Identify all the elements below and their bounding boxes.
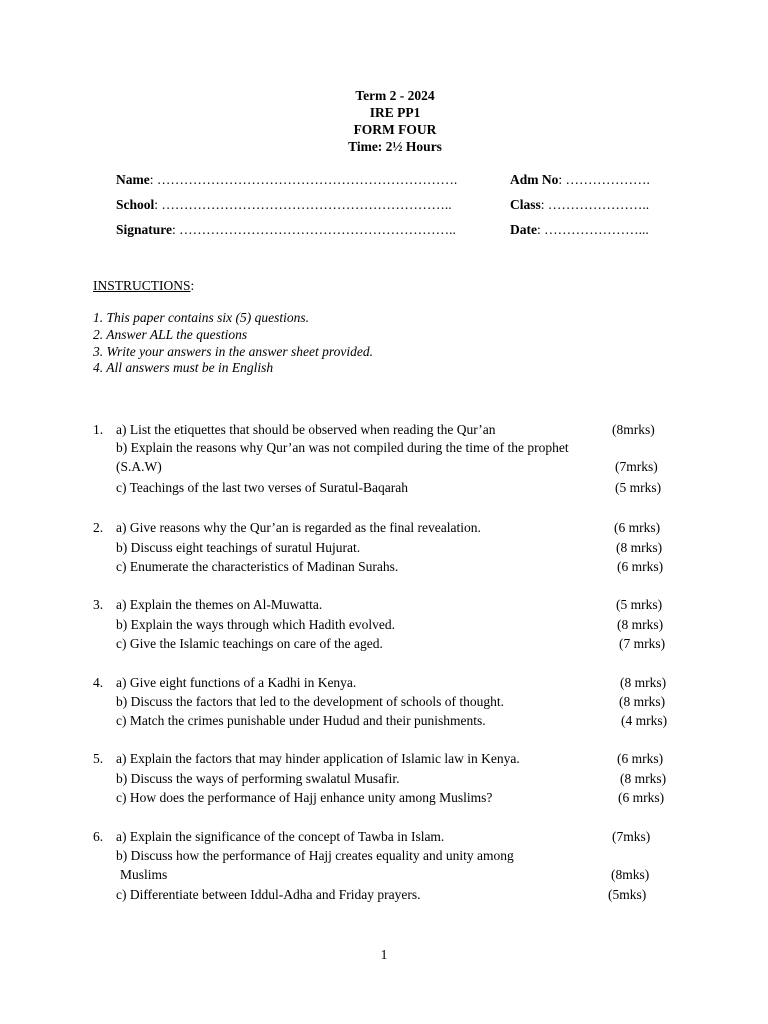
- name-field: [116, 172, 457, 188]
- marks: (7mrks): [615, 459, 658, 474]
- instructions-title: INSTRUCTIONS: [93, 278, 191, 293]
- marks: (6 mrks): [618, 790, 665, 805]
- question-part-continued: (S.A.W): [116, 459, 162, 474]
- exam-header: [0, 87, 768, 155]
- adm-label: Adm No: [510, 172, 559, 187]
- marks: (7mks): [612, 829, 651, 844]
- question-part: b) Discuss eight teachings of suratul Hujurat.: [116, 540, 361, 555]
- time-title: Time: 2½ Hours: [348, 139, 442, 154]
- marks: (5mks): [608, 887, 647, 902]
- adm-field: [510, 172, 650, 188]
- name-dots: : ………………………………………………………….: [149, 172, 458, 187]
- class-field: [510, 197, 649, 213]
- date-dots: : …………………...: [537, 222, 649, 237]
- marks: (8 mrks): [620, 675, 667, 690]
- school-dots: : ………………………………………………………..: [154, 197, 452, 212]
- question-part: c) Enumerate the characteristics of Madinan Surahs.: [116, 559, 399, 574]
- marks: (8 mrks): [620, 771, 667, 786]
- question-part: a) Explain the themes on Al-Muwatta.: [116, 597, 323, 612]
- date-label: Date: [510, 222, 537, 237]
- instruction-item: 1. This paper contains six (5) questions.: [93, 310, 309, 325]
- page-number: 1: [380, 947, 388, 962]
- instruction-item: 2. Answer ALL the questions: [93, 327, 248, 342]
- question-number: 4.: [93, 675, 104, 690]
- marks: (8mks): [611, 867, 650, 882]
- question-part: b) Explain the reasons why Qur’an was not compiled during the time of the prophet: [116, 440, 569, 455]
- marks: (6 mrks): [617, 559, 664, 574]
- marks: (7 mrks): [619, 636, 666, 651]
- class-dots: : …………………..: [540, 197, 650, 212]
- question-part: a) Give reasons why the Qur’an is regarded as the final revealation.: [116, 520, 481, 535]
- question-number: 1.: [93, 422, 104, 437]
- question-part: b) Discuss the ways of performing swalatul Musafir.: [116, 771, 400, 786]
- subject-title: IRE PP1: [369, 105, 421, 120]
- question-part: b) Discuss the factors that led to the development of schools of thought.: [116, 694, 505, 709]
- instructions-heading: [93, 278, 194, 294]
- school-label: School: [116, 197, 155, 212]
- question-number: 6.: [93, 829, 104, 844]
- question-part: c) Give the Islamic teachings on care of the aged.: [116, 636, 383, 651]
- class-label: Class: [510, 197, 541, 212]
- marks: (6 mrks): [617, 751, 664, 766]
- marks: (8 mrks): [616, 540, 663, 555]
- question-part: b) Explain the ways through which Hadith evolved.: [116, 617, 395, 632]
- question-number: 2.: [93, 520, 104, 535]
- marks: (6 mrks): [614, 520, 661, 535]
- question-number: 3.: [93, 597, 104, 612]
- question-part: c) Teachings of the last two verses of Suratul-Baqarah: [116, 480, 408, 495]
- question-part: c) How does the performance of Hajj enhance unity among Muslims?: [116, 790, 493, 805]
- signature-label: Signature: [116, 222, 173, 237]
- date-field: [510, 222, 649, 238]
- marks: (5 mrks): [616, 597, 663, 612]
- marks: (4 mrks): [621, 713, 668, 728]
- form-title: FORM FOUR: [353, 122, 437, 137]
- term-title: Term 2 - 2024: [355, 88, 435, 103]
- name-label: Name: [116, 172, 150, 187]
- question-part: c) Match the crimes punishable under Hudud and their punishments.: [116, 713, 486, 728]
- instructions-colon: :: [190, 278, 195, 293]
- signature-field: [116, 222, 456, 238]
- marks: (5 mrks): [615, 480, 662, 495]
- marks: (8 mrks): [619, 694, 666, 709]
- marks: (8 mrks): [617, 617, 664, 632]
- adm-dots: : ……………….: [558, 172, 650, 187]
- instruction-item: 3. Write your answers in the answer sheet provided.: [93, 344, 373, 359]
- question-number: 5.: [93, 751, 104, 766]
- question-part: a) Explain the factors that may hinder application of Islamic law in Kenya.: [116, 751, 520, 766]
- question-part: a) List the etiquettes that should be observed when reading the Qur’an: [116, 422, 496, 437]
- question-part: a) Explain the significance of the concept of Tawba in Islam.: [116, 829, 445, 844]
- school-field: [116, 197, 452, 213]
- question-part: c) Differentiate between Iddul-Adha and Friday prayers.: [116, 887, 421, 902]
- signature-dots: : ……………………………………………………..: [172, 222, 456, 237]
- question-part-continued: Muslims: [120, 867, 168, 882]
- instruction-item: 4. All answers must be in English: [93, 360, 274, 375]
- question-part: b) Discuss how the performance of Hajj creates equality and unity among: [116, 848, 514, 863]
- marks: (8mrks): [612, 422, 655, 437]
- question-part: a) Give eight functions of a Kadhi in Kenya.: [116, 675, 357, 690]
